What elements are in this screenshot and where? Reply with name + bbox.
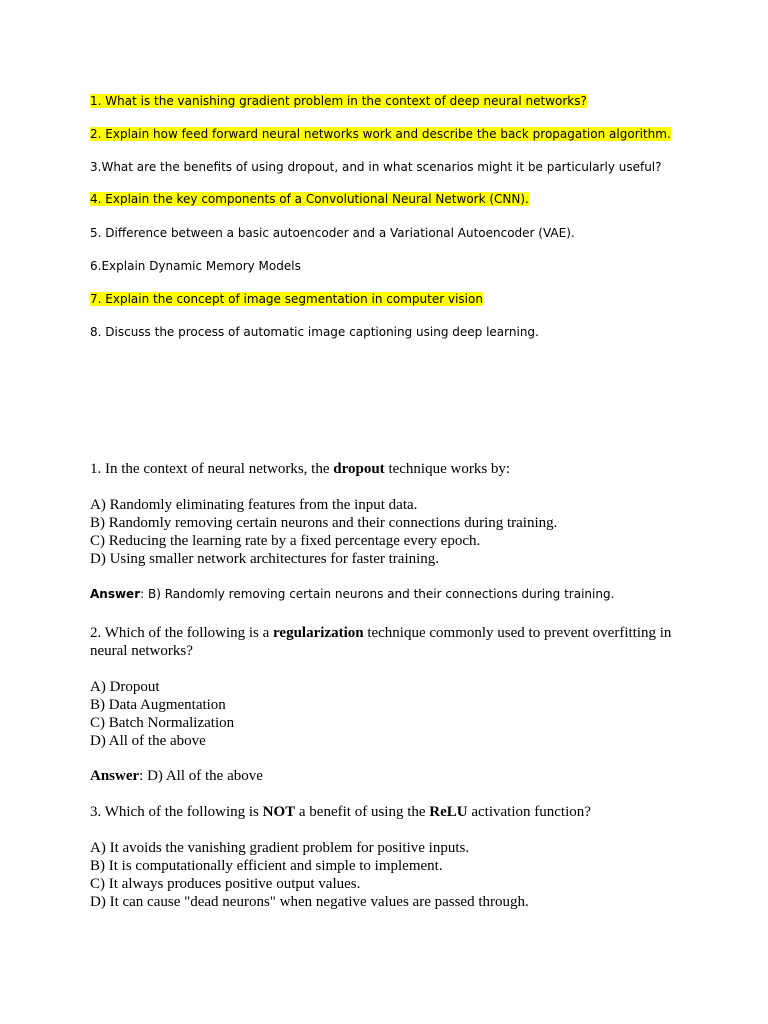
short-question-4: 4. Explain the key components of a Convolutional Neural Network (CNN). [90, 192, 529, 206]
mcq-1-answer: Answer: B) Randomly removing certain neurons and their connections during training. [90, 587, 615, 601]
short-question-2: 2. Explain how feed forward neural networks work and describe the back propagation algorithm. [90, 127, 671, 141]
mcq-2-answer: Answer: D) All of the above [90, 768, 263, 784]
short-question-3: 3.What are the benefits of using dropout, and in what scenarios might it be particularly useful? [90, 160, 662, 174]
short-question-1: 1. What is the vanishing gradient problem in the context of deep neural networks? [90, 94, 587, 108]
mcq-1-option-a: A) Randomly eliminating features from the input data. [90, 497, 418, 513]
short-question-8: 8. Discuss the process of automatic image captioning using deep learning. [90, 325, 539, 339]
mcq-2-options [90, 678, 690, 750]
mcq-1-question: 1. In the context of neural networks, the dropout technique works by: [90, 461, 511, 477]
mcq-1-option-d: D) Using smaller network architectures for faster training. [90, 551, 440, 567]
mcq-2-option-a: A) Dropout [90, 679, 160, 695]
mcq-3-option-d: D) It can cause "dead neurons" when negative values are passed through. [90, 894, 529, 910]
mcq-2-option-c: C) Batch Normalization [90, 715, 235, 731]
mcq-3-option-a: A) It avoids the vanishing gradient problem for positive inputs. [90, 840, 470, 856]
short-question-7: 7. Explain the concept of image segmentation in computer vision [90, 292, 483, 306]
mcq-1-option-c: C) Reducing the learning rate by a fixed percentage every epoch. [90, 533, 481, 549]
mcq-2-question: 2. Which of the following is a regularization technique commonly used to prevent overfitting in neural networks? [90, 625, 672, 659]
mcq-3-option-b: B) It is computationally efficient and simple to implement. [90, 858, 443, 874]
mcq-2-option-b: B) Data Augmentation [90, 697, 226, 713]
mcq-3-question: 3. Which of the following is NOT a benefit of using the ReLU activation function? [90, 804, 591, 820]
short-question-6: 6.Explain Dynamic Memory Models [90, 259, 301, 273]
mcq-1-options [90, 496, 690, 568]
short-question-5: 5. Difference between a basic autoencoder and a Variational Autoencoder (VAE). [90, 226, 575, 240]
mcq-1-option-b: B) Randomly removing certain neurons and their connections during training. [90, 515, 558, 531]
mcq-3-options [90, 839, 690, 911]
mcq-3-option-c: C) It always produces positive output values. [90, 876, 361, 892]
mcq-2-option-d: D) All of the above [90, 733, 206, 749]
